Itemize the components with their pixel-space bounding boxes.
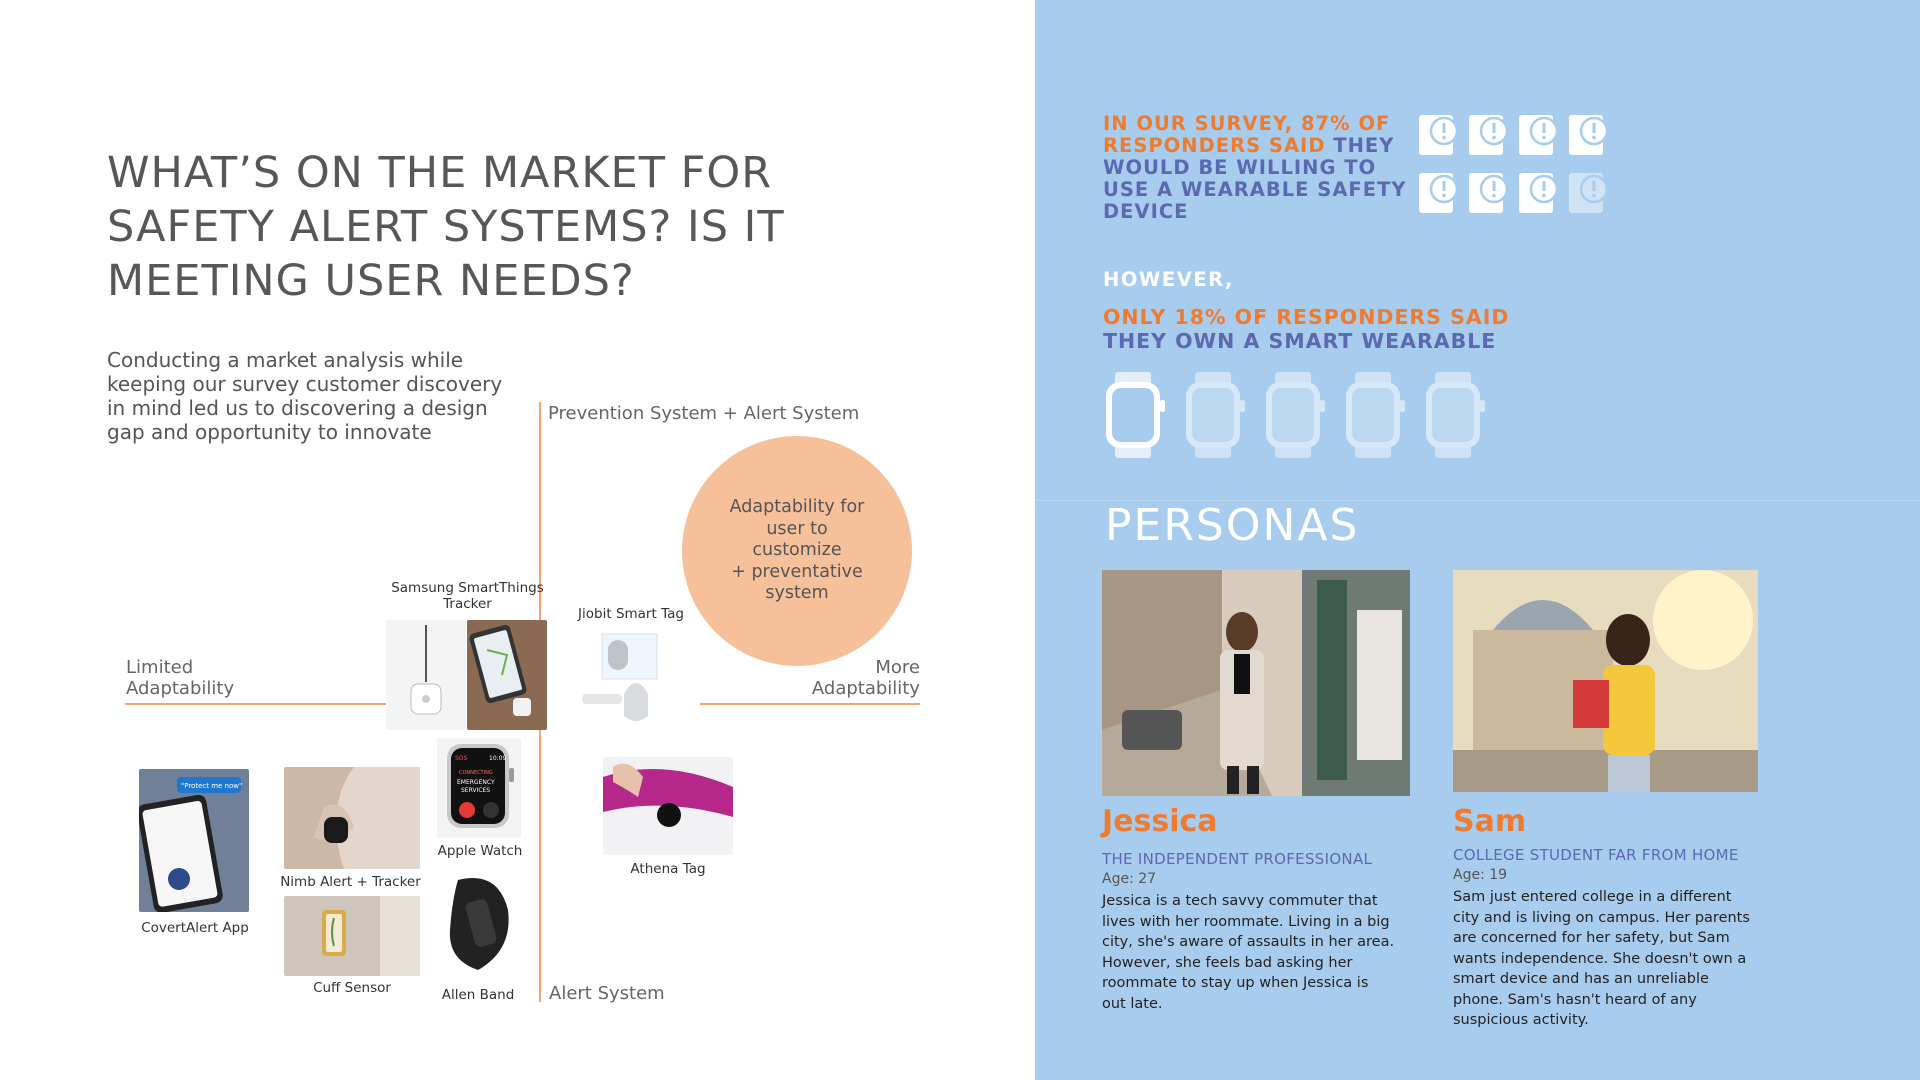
stat-segment: THEY [1325,134,1395,157]
covertalert-label: CovertAlert App [141,920,249,936]
desc-line: lives with her roommate. Living in a big [1102,913,1390,930]
persona-age: Age: 19 [1453,867,1508,883]
alert-device-icon [1418,170,1464,216]
desc-line: city and is living on campus. Her parents [1453,909,1750,926]
bubble-line: Adaptability for [729,497,865,518]
smart-tag-icon [572,626,677,738]
page-title [107,146,867,308]
stat-line: WOULD BE WILLING TO [1103,156,1377,179]
intro-line: Conducting a market analysis while [107,348,464,372]
watch-services: SERVICES [461,787,491,794]
watch-sos: SOS [455,755,468,762]
desc-line: Jessica is a tech savvy commuter that [1102,893,1378,909]
stat-line-mixed [1103,135,1413,157]
jiobit-label: Jiobit Smart Tag [578,606,684,622]
allen-band-image [438,870,520,980]
axis-label-top: Prevention System + Alert System [548,403,860,424]
alert-device-icon [1468,170,1514,216]
desc-line: are concerned for her safety, but Sam [1453,930,1730,946]
stat-line: ONLY 18% OF RESPONDERS SAID [1103,305,1510,329]
axis-label-line: Adaptability [811,678,920,699]
bubble-line: user to [766,518,828,539]
axis-label-bottom: Alert System [549,983,665,1004]
nimb-image [284,767,420,869]
alert-device-icon [1518,112,1564,158]
allen-band-label: Allen Band [441,987,515,1003]
axis-label-line: Limited [126,657,194,678]
axis-label-left [126,657,234,699]
watch-time: 10:09 [489,755,507,762]
tracker-icon [386,620,466,730]
persona-description [1453,887,1773,1031]
desc-line: suspicious activity. [1453,1012,1589,1028]
intro-line: in mind led us to discovering a design [107,396,488,420]
desc-line: Sam just entered college in a different [1453,889,1732,905]
stat-segment: RESPONDERS SAID [1103,134,1326,157]
smartwatch-icon [1263,372,1327,458]
intro-text [107,348,527,444]
however-label: HOWEVER, [1103,268,1234,291]
nimb-label: Nimb Alert + Tracker [280,874,421,890]
smartwatch-icon [1343,372,1407,458]
alert-device-icon [1568,112,1614,158]
bubble-line: + preventative [731,561,863,582]
desc-line: city, she's aware of assaults in her area. [1102,934,1395,950]
desc-line: However, she feels bad asking her [1102,954,1353,971]
athena-tag-label: Athena Tag [630,861,706,877]
watch-icon [437,738,521,838]
cuff-sensor-image [284,896,420,976]
persona-role: THE INDEPENDENT PROFESSIONAL [1102,850,1373,868]
campus-photo-icon [1453,570,1758,792]
apple-watch-image [437,738,521,838]
smartwatch-icon-owned [1103,372,1167,458]
jiobit-image [572,626,677,738]
stat-line: IN OUR SURVEY, 87% OF [1103,112,1391,135]
desc-line: smart device and has an unreliable [1453,971,1709,987]
covert-bubble-text: "Protect me now" [181,782,243,790]
athena-tag-image [603,757,733,855]
label-line: Tracker [443,596,492,612]
survey-personas-panel [1035,0,1920,1080]
phone-app-icon [139,769,249,912]
watch-connecting: CONNECTING [459,770,493,776]
samsung-phone-image [467,620,547,730]
persona-name: Jessica [1102,804,1218,839]
desc-line: out late. [1102,995,1163,1012]
samsung-tracker-image [386,620,466,730]
survey-stat-willing [1103,113,1413,223]
pendant-icon [284,896,420,976]
survey-stat-own [1103,305,1509,353]
title-line: SAFETY ALERT SYSTEMS? IS IT [107,202,785,252]
stat-line: THEY OWN A SMART WEARABLE [1103,329,1497,353]
alert-device-icon [1468,112,1514,158]
label-line: Samsung SmartThings [391,580,544,596]
axis-label-line: More [875,657,920,678]
bubble-line: customize [752,540,842,561]
band-icon [438,870,520,980]
desc-line: phone. Sam's hasn't heard of any [1453,991,1697,1008]
alert-device-icon-faded [1568,170,1614,216]
watch-emergency: EMERGENCY [457,779,495,786]
ring-icon [284,767,420,869]
desc-line: roommate to stay up when Jessica is [1102,975,1369,991]
desc-line: wants independence. She doesn't own a [1453,950,1747,967]
street-photo-icon [1102,570,1410,796]
alert-device-icon [1418,112,1464,158]
apple-watch-label: Apple Watch [437,843,523,859]
title-line: WHAT’S ON THE MARKET FOR [107,148,773,198]
cuff-sensor-label: Cuff Sensor [313,980,391,996]
axis-label-line: Adaptability [126,678,235,699]
smartwatch-icon [1183,372,1247,458]
samsung-tracker-label [390,580,545,612]
bubble-line: system [765,583,829,604]
intro-line: gap and opportunity to innovate [107,420,432,444]
horizontal-axis-right [700,703,920,705]
persona-photo-sam [1453,570,1758,792]
persona-name: Sam [1453,804,1527,839]
persona-description [1102,891,1422,1014]
persona-photo-jessica [1102,570,1410,796]
stat-line: USE A WEARABLE SAFETY [1103,178,1407,201]
stat-line: DEVICE [1103,200,1189,223]
horizontal-axis-left [125,703,387,705]
intro-line: keeping our survey customer discovery [107,372,503,396]
smartwatch-icon [1423,372,1487,458]
personas-heading: PERSONAS [1105,500,1360,551]
title-line: MEETING USER NEEDS? [107,256,635,306]
alert-device-icon [1518,170,1564,216]
opportunity-bubble [682,436,912,666]
athena-tag-icon [603,757,733,855]
phone-map-icon [467,620,547,730]
persona-age: Age: 27 [1102,871,1157,887]
covertalert-app-image [139,769,249,912]
persona-role: COLLEGE STUDENT FAR FROM HOME [1453,846,1739,864]
